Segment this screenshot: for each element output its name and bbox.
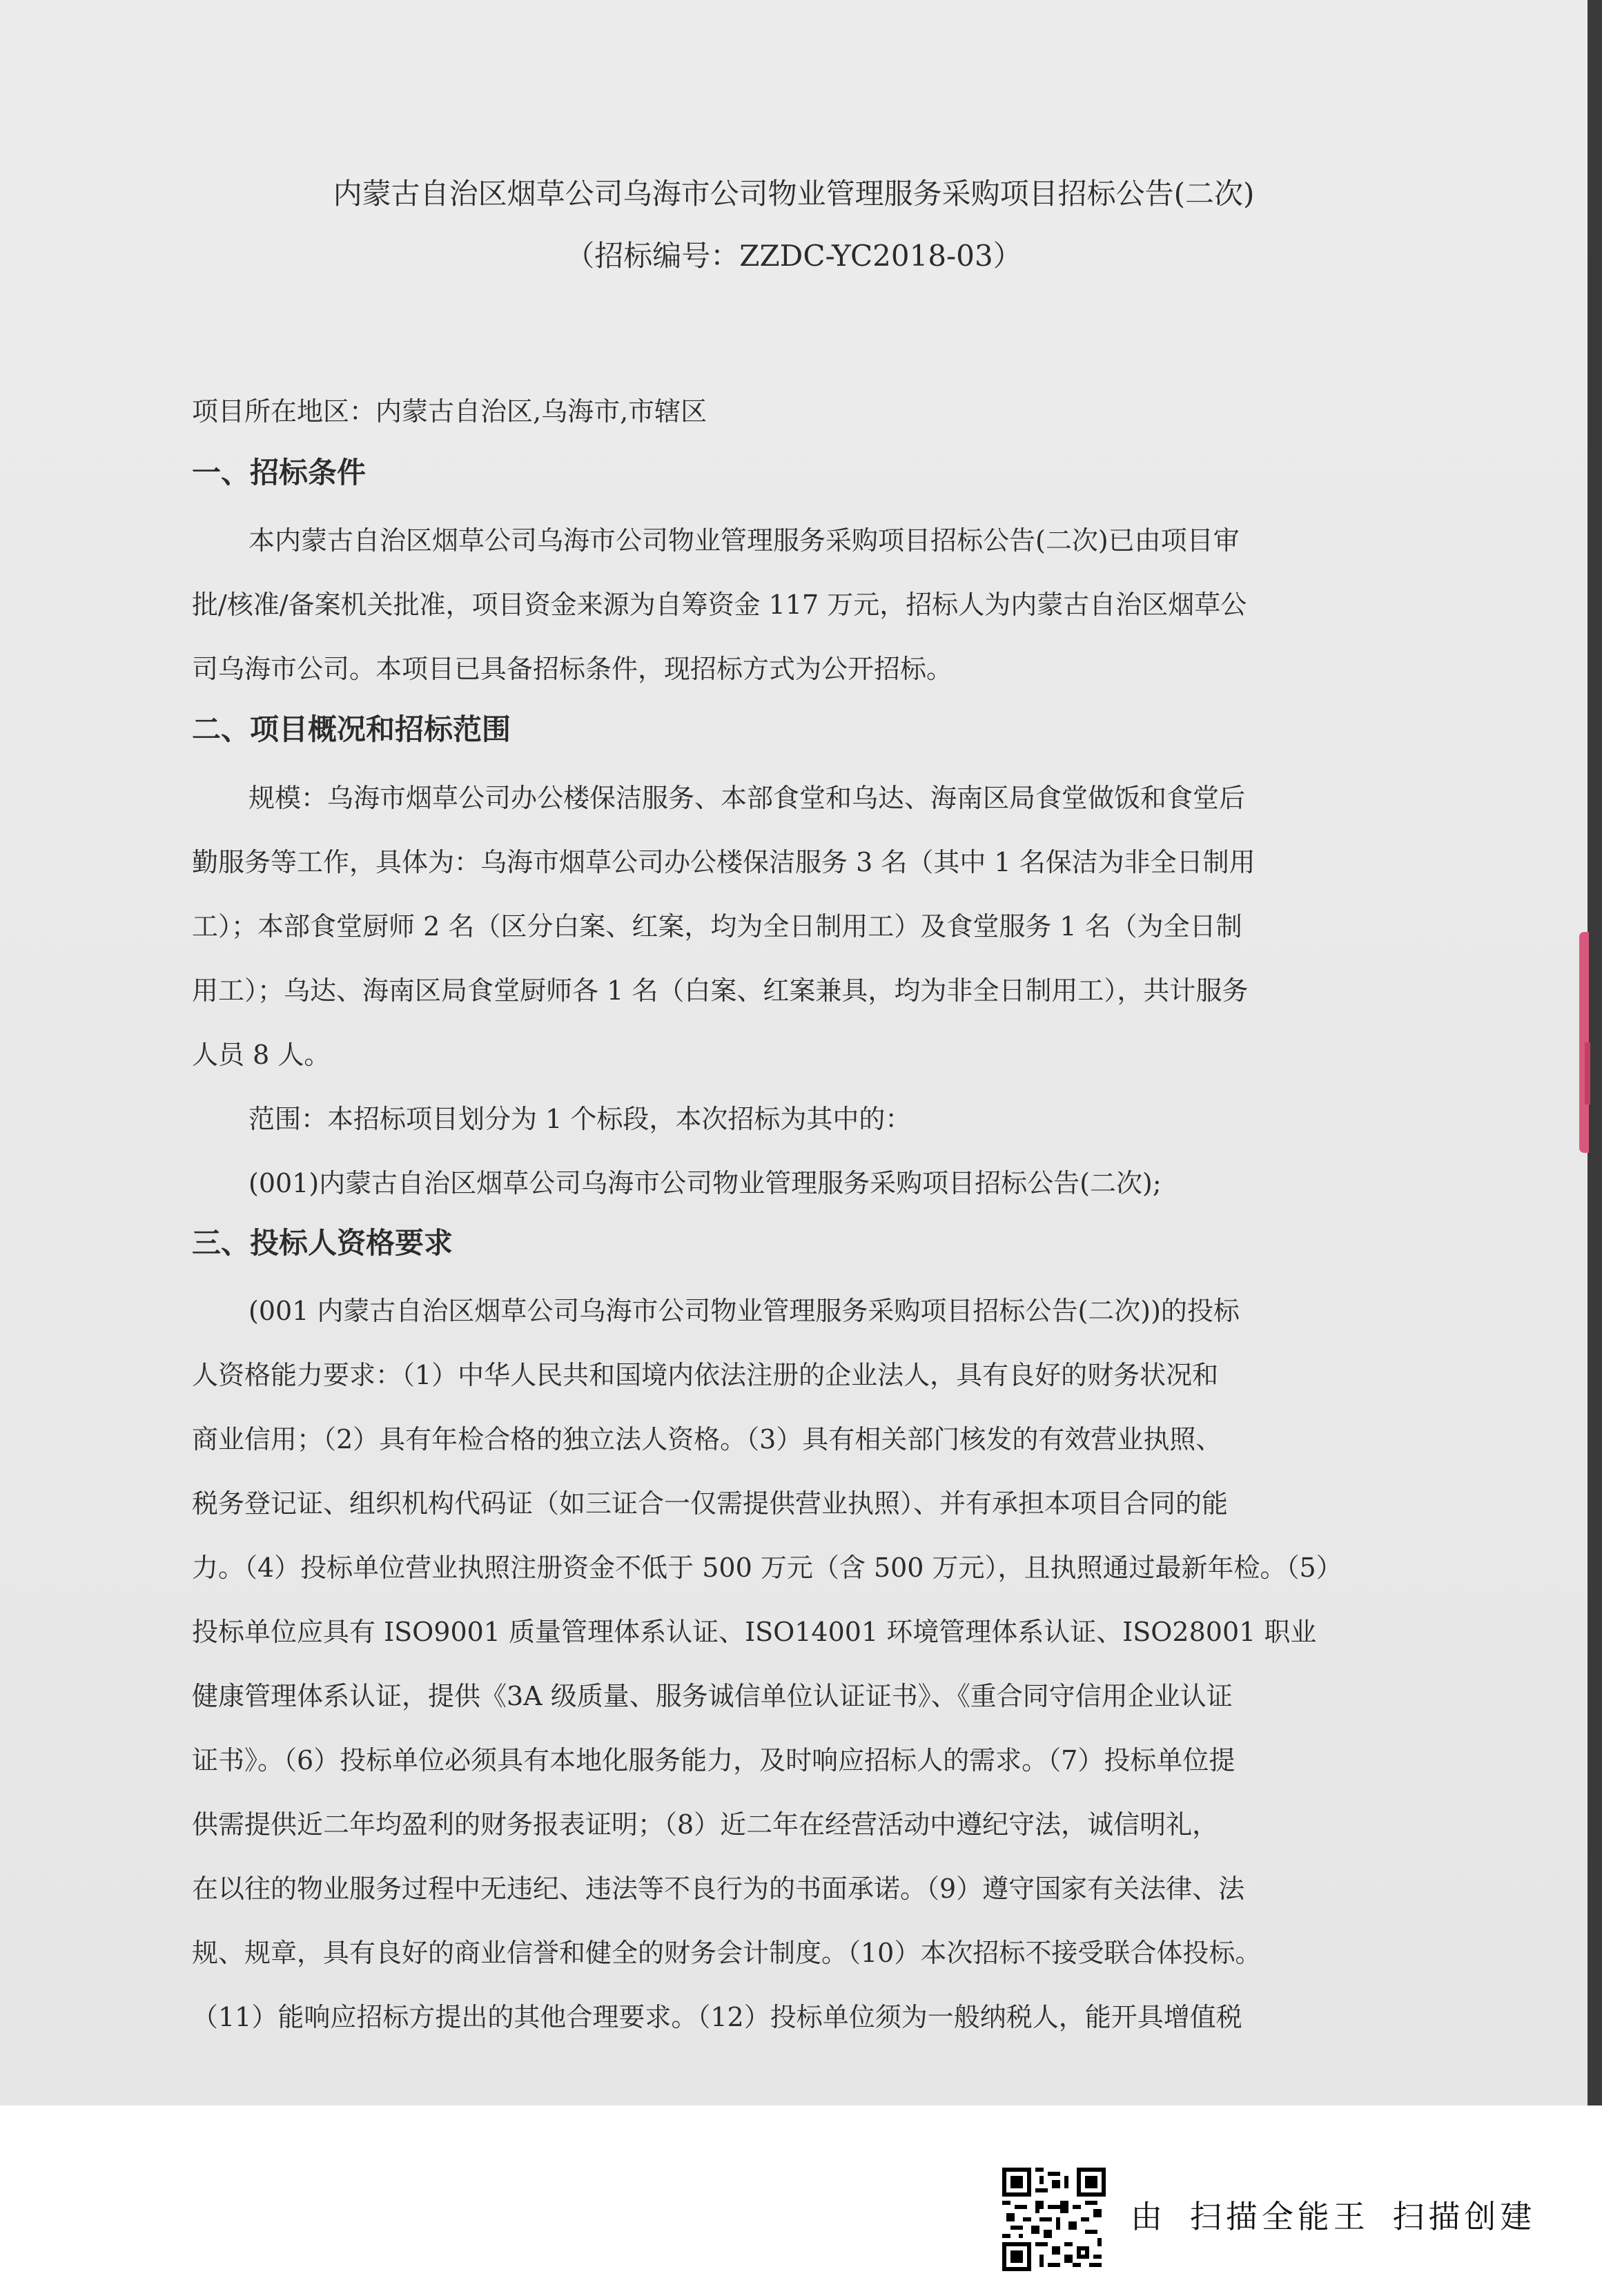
section1-line: 司乌海市公司。本项目已具备招标条件，现招标方式为公开招标。: [192, 654, 953, 684]
section3-heading: 三、投标人资格要求: [192, 1226, 453, 1260]
section3-line: 供需提供近二年均盈利的财务报表证明；（8）近二年在经营活动中遵纪守法，诚信明礼，: [192, 1809, 1219, 1840]
section2-line: 人员 8 人。: [192, 1040, 331, 1070]
section3-line: 证书》。（6）投标单位必须具有本地化服务能力，及时响应招标人的需求。（7）投标单位提: [192, 1745, 1235, 1775]
qr-code-icon: [1002, 2168, 1106, 2271]
section2-line: 用工）；乌达、海南区局食堂厨师各 1 名（白案、红案兼具，均为非全日制用工），共计服务: [192, 975, 1249, 1006]
section1-line: 本内蒙古自治区烟草公司乌海市公司物业管理服务采购项目招标公告(二次)已由项目审: [248, 525, 1240, 556]
section3-line: 商业信用；（2）具有年检合格的独立法人资格。（3）具有相关部门核发的有效营业执照、: [192, 1424, 1222, 1455]
section2-line: 规模：乌海市烟草公司办公楼保洁服务、本部食堂和乌达、海南区局食堂做饭和食堂后: [248, 783, 1246, 813]
section2-heading: 二、项目概况和招标范围: [192, 712, 511, 746]
section3-line: 力。（4）投标单位营业执照注册资金不低于 500 万元（含 500 万元），且执照通过最新年检。（5）: [192, 1553, 1342, 1583]
section2-line: 范围：本招标项目划分为 1 个标段，本次招标为其中的：: [248, 1104, 912, 1134]
document-title: 内蒙古自治区烟草公司乌海市公司物业管理服务采购项目招标公告(二次): [333, 177, 1255, 211]
scanner-watermark-text: 由 扫描全能王 扫描创建: [1131, 2198, 1536, 2235]
section3-line: 规、规章，具有良好的商业信誉和健全的财务会计制度。（10）本次招标不接受联合体投标。: [192, 1938, 1262, 1968]
section2-line: 工）；本部食堂厨师 2 名（区分白案、红案，均为全日制用工）及食堂服务 1 名（为全日制: [192, 911, 1242, 942]
section3-line: (001 内蒙古自治区烟草公司乌海市公司物业管理服务采购项目招标公告(二次))的投标: [248, 1296, 1240, 1326]
section3-line: 在以往的物业服务过程中无违纪、违法等不良行为的书面承诺。（9）遵守国家有关法律、法: [192, 1874, 1245, 1904]
section1-heading: 一、招标条件: [192, 456, 367, 489]
project-location: 项目所在地区：内蒙古自治区,乌海市,市辖区: [192, 396, 707, 427]
section3-line: 健康管理体系认证，提供《3A 级质量、服务诚信单位认证证书》、《重合同守信用企业认证: [192, 1681, 1233, 1711]
section3-line: 人资格能力要求：（1）中华人民共和国境内依法注册的企业法人，具有良好的财务状况和: [192, 1360, 1219, 1390]
section1-line: 批/核准/备案机关批准，项目资金来源为自筹资金 117 万元，招标人为内蒙古自治区烟草公: [192, 590, 1247, 620]
section3-line: 投标单位应具有 ISO9001 质量管理体系认证、ISO14001 环境管理体系认证、ISO28001 职业: [192, 1617, 1317, 1647]
section3-line: 税务登记证、组织机构代码证（如三证合一仅需提供营业执照）、并有承担本项目合同的能: [192, 1488, 1229, 1519]
edge-mark-dark: [1585, 1042, 1590, 1105]
section2-line: 勤服务等工作，具体为：乌海市烟草公司办公楼保洁服务 3 名（其中 1 名保洁为非全日制用: [192, 847, 1256, 877]
section2-line: (001)内蒙古自治区烟草公司乌海市公司物业管理服务采购项目招标公告(二次);: [248, 1168, 1162, 1198]
section3-line: （11）能响应招标方提出的其他合理要求。（12）投标单位须为一般纳税人，能开具增值税: [192, 2002, 1242, 2032]
document-subtitle: （招标编号：ZZDC-YC2018-03）: [565, 239, 1022, 273]
